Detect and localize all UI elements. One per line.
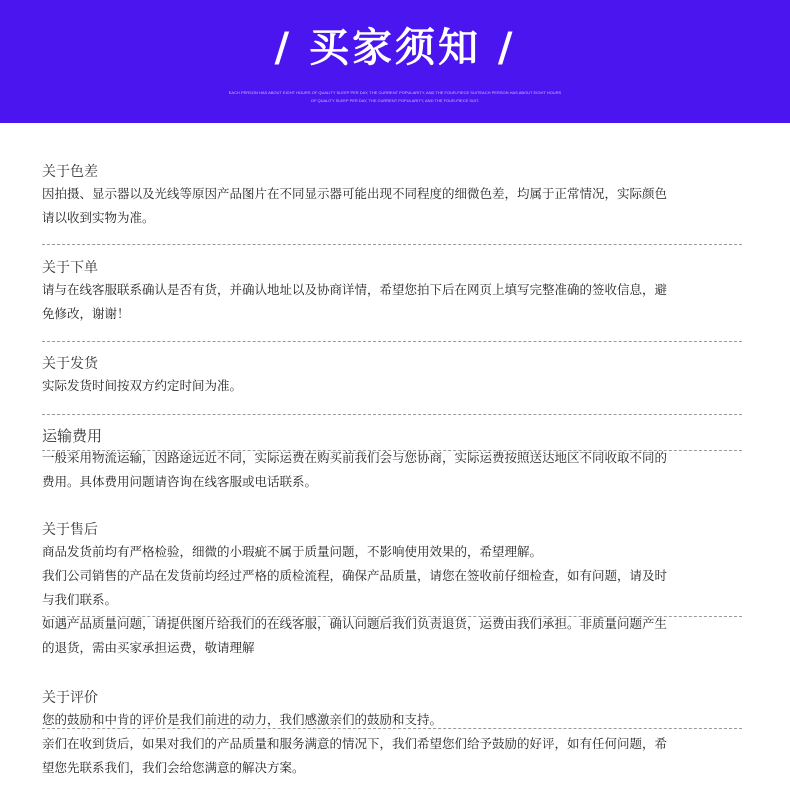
banner-subtitle-line-2: OF QUALITY SLEEP PER DAY, THE CURRENT POPULARITY, AND THE FOUR-PIECE SUIT. — [310, 98, 480, 103]
section-divider — [42, 414, 742, 415]
section-text-line: 请与在线客服联系确认是否有货，并确认地址以及协商详情，希望您拍下后在网页上填写完整准确的签收信息，避 — [42, 282, 668, 297]
section-divider — [42, 341, 742, 342]
section-text-line: 因拍摄、显示器以及光线等原因产品图片在不同显示器可能出现不同程度的细微色差，均属于正常情况，实际颜色 — [42, 186, 668, 201]
section-text-line: 一般采用物流运输，因路途远近不同，实际运费在购买前我们会与您协商，实际运费按照送达地区不同收取不同的 — [42, 450, 668, 465]
section-divider — [42, 450, 742, 451]
header-banner — [0, 0, 790, 123]
page-title: / 买家须知 / — [274, 25, 516, 71]
section-text-line: 如遇产品质量问题，请提供图片给我们的在线客服，确认问题后我们负责退货，运费由我们承担。非质量问题产生 — [42, 616, 668, 631]
section-heading: 关于色差 — [42, 164, 98, 180]
section-divider — [42, 244, 742, 245]
section-text-line: 免修改，谢谢！ — [42, 306, 130, 321]
section-after-sales — [42, 520, 748, 660]
section-text-line: 商品发货前均有严格检验，细微的小瑕疵不属于质量问题，不影响使用效果的，希望理解。 — [42, 544, 543, 559]
section-divider — [42, 616, 742, 617]
section-heading: 运输费用 — [42, 427, 103, 445]
section-heading: 关于评价 — [42, 690, 98, 706]
section-freight-cost — [42, 426, 748, 494]
section-text-line: 您的鼓励和中肯的评价是我们前进的动力，我们感激亲们的鼓励和支持。 — [42, 712, 443, 727]
section-text-line: 的退货，需由买家承担运费，敬请理解 — [42, 640, 255, 655]
section-text-line: 请以收到实物为准。 — [42, 210, 155, 225]
section-text-line: 费用。具体费用问题请咨询在线客服或电话联系。 — [42, 474, 318, 489]
section-text-line: 亲们在收到货后，如果对我们的产品质量和服务满意的情况下，我们希望您们给予鼓励的好评，如有任何问题，希 — [42, 736, 668, 751]
section-text-line: 与我们联系。 — [42, 592, 118, 607]
section-shipping — [42, 354, 748, 398]
section-heading: 关于发货 — [42, 356, 98, 372]
section-color-difference — [42, 162, 748, 230]
banner-subtitle-line-1: EACH PERSON HAS ABOUT EIGHT HOURS OF QUALITY SLEEP PER DAY, THE CURRENT POPULARITY, AND THE FOUR-PIECE SUITEACH PERSON HAS ABOUT EIGHT HOURS — [228, 90, 562, 95]
section-text-line: 望您先联系我们，我们会给您满意的解决方案。 — [42, 760, 305, 775]
section-heading: 关于下单 — [42, 260, 98, 276]
section-heading: 关于售后 — [42, 522, 98, 538]
section-divider — [42, 728, 742, 729]
section-reviews — [42, 688, 748, 780]
section-ordering — [42, 258, 748, 326]
section-text-line: 实际发货时间按双方约定时间为准。 — [42, 378, 243, 393]
section-text-line: 我们公司销售的产品在发货前均经过严格的质检流程，确保产品质量，请您在签收前仔细检查，如有问题，请及时 — [42, 568, 668, 583]
